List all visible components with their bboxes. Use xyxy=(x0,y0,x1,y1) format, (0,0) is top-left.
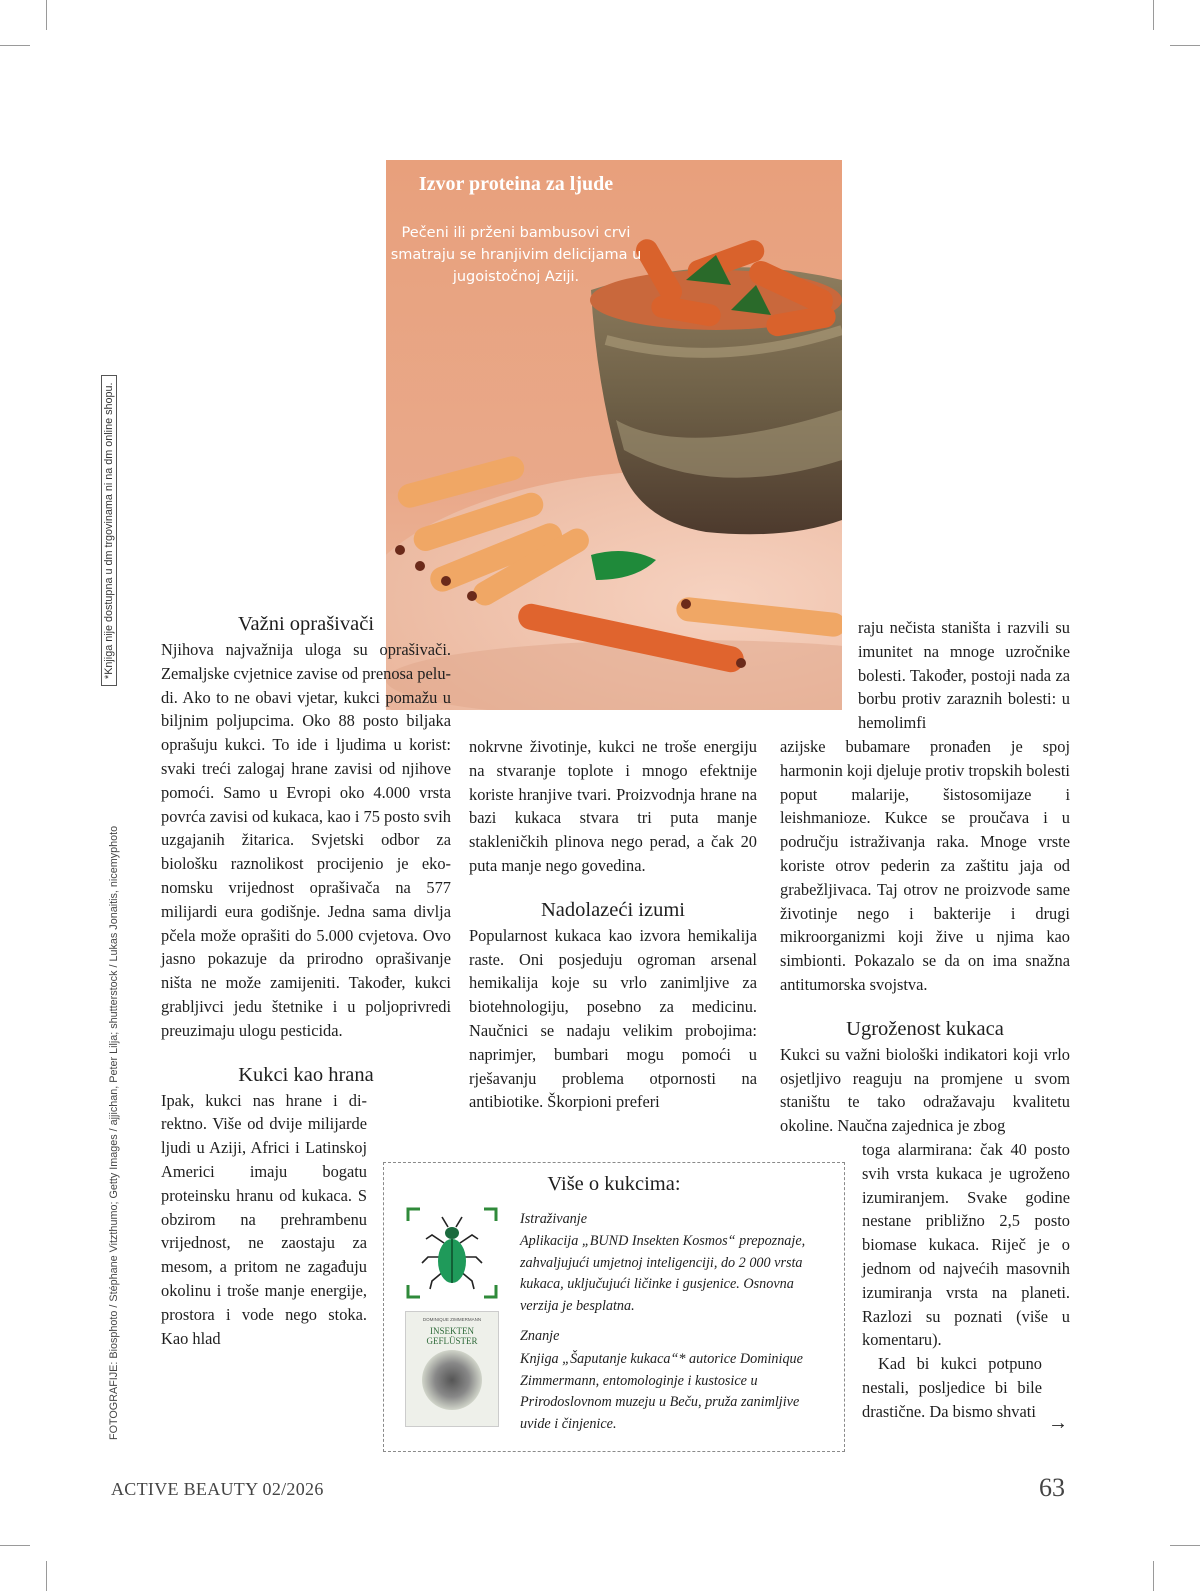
item-text: Knjiga „Šaputanje kukaca“* autorice Dominique Zimmermann, entomologinje i kustosice u Prirodoslovnom muzeju u Beču, pruža zanimljive uvide i činjenice. xyxy=(520,1351,803,1432)
crop-mark xyxy=(46,0,47,30)
body-paragraph: Kad bi kukci potpuno nestali, posljedice bi bile drastične. Da bismo shvati xyxy=(862,1354,1042,1421)
photo-caption-text: Pečeni ili prženi bambusovi crvi smatraju se hranjivim delicijama u jugoistočnoj Aziji. xyxy=(390,225,642,285)
body-paragraph: azijske bubamare pronađen je spoj harmonin koji djeluje protiv tropskih bolesti poput malarije, šistosomijaze i leishmanioze. Kukce se proučava i u području istraživanja raka. Mnoge vrste koriste otrov pederin za zaštitu jaja od grabežljivaca. Taj otrov ne proizvode same životinje nego i bakterije i drugi mikroorganizmi koji žive u njima kao simbionti. Pokazalo se da on ima snažna antitumorska svojstva. xyxy=(780,736,1070,994)
crop-mark xyxy=(46,1561,47,1591)
section-heading: Važni oprašivači xyxy=(237,613,375,635)
continue-arrow: → xyxy=(1048,1412,1068,1434)
body-paragraph: Kukci su važni biološki indikatori koji vrlo osjetljivo reaguju na promjene u svom staništu te tako odražavaju kvalitetu okoline. Naučna zajednica je zbog xyxy=(780,1044,1070,1136)
body-paragraph: raju nečista staništa i razvili su imunitet na mnoge uzročnike bolesti. Također, postoji nada za borbu protiv zaraznih bolesti: u hemolimfi xyxy=(858,618,1070,733)
book-availability-note: *Knjiga nije dostupna u dm trgovinama ni na dm online shopu. xyxy=(101,375,117,686)
item-heading: Istraživanje xyxy=(520,1211,587,1227)
crop-mark xyxy=(0,45,30,46)
photo-caption-title: Izvor proteina za ljude xyxy=(418,173,614,195)
book-cover xyxy=(405,1311,499,1427)
box-title: Više o kukcima: xyxy=(547,1173,681,1195)
crop-mark xyxy=(1170,1545,1200,1546)
item-text: Aplikacija „BUND Insekten Kosmos“ prepoznaje, zahvaljujući umjetnoj inteligenciji, do 2 000 vrsta kukaca, uključujući ličinke i gusjenice. Osnovna verzija je besplatna. xyxy=(520,1233,806,1314)
body-paragraph: Ipak, kukci nas hrane i direktno. Više od dvije milijarde ljudi u Aziji, Africi i Latinskoj Americi imaju bogatu proteinsku hranu od kukaca. S obzirom na prehrambenu vrijednost, ne zaostaju za mesom, a pritom ne zagađuju okolinu i troše manje energije, prostora i vode nego stoka. Kao hlad xyxy=(161,1090,367,1348)
more-about-insects-box xyxy=(383,1162,845,1452)
body-paragraph: toga alarmirana: čak 40 posto svih vrsta kukaca je ugroženo izumiranjem. Svake godine nestane približno 2,5 posto biomase kukaca. Riječ je o jednom od najvećih masovnih izumiranja vrsta na planeti. Razlozi su poznati (više u komentaru). xyxy=(862,1139,1070,1350)
page-number: 63 xyxy=(1039,1473,1065,1502)
column-2 xyxy=(469,735,757,1114)
body-paragraph: nokrvne životinje, kukci ne troše energiju na stvaranje toplote i mnogo efektnije koriste hranjive tvari. Proizvodnja hrane na bazi kukaca stvara tri puta manje stakleničkih plinova nego perad, a čak 20 puta manje nego govedina. xyxy=(469,737,757,875)
item-heading: Znanje xyxy=(520,1328,560,1344)
section-heading: Nadolazeći izumi xyxy=(540,898,685,921)
book-cover-author: DOMINIQUE ZIMMERMANN xyxy=(422,1317,482,1322)
crop-mark xyxy=(1170,45,1200,46)
crop-mark xyxy=(1153,0,1154,30)
body-paragraph: Njihova najvažnija uloga su oprašivači. Zemaljske cvjetnice zavise od prenosa peludi. Ako to ne obavi vjetar, kukci pomažu u biljnim poljupcima. Oko 88 posto biljaka oprašuju kukci. To ide i ljudima u korist: svaki treći zalogaj hrane zavisi od njihove pomoći. Samo u Evropi oko 4.000 vrsta povrća zavisi od kukaca, kao i 75 posto svih uzgajanih žitarica. Svjetski odbor za biološku raznolikost procijenio je ekonomsku vrijednost oprašivača na 577 milijardi eura godišnje. Jedna sama divlja pčela može oprašiti do 5.000 cvjetova. Ovo jasno pokazuje da prirodno oprašivanje ništa ne može zamijeniti. Također, kukci grabljivci jedu štetnike i u poljoprivredi preuzimaju ulogu pesticida. xyxy=(161,640,451,1040)
section-heading: Ugroženost kukaca xyxy=(846,1017,1004,1040)
body-paragraph: Popularnost kukaca kao izvora hemikalija raste. Oni posjeduju ogroman arsenal hemikalija koje su vrlo zanimljive za biotehnologiju, posebno za medicinu. Naučnici se nadaju velikim probojima: naprimjer, bumbari mogu pomoći u rješavanju problema otpornosti na antibiotike. Škorpioni preferi xyxy=(469,925,757,1112)
book-cover-art xyxy=(422,1350,482,1410)
photo-credits: FOTOGRAFIJE: Biosphoto / Stéphane Vitzthumo; Getty Images / ajjichan, Peter Lilja; shutterstock / Lukas Jonaitis, nicemyphoto xyxy=(108,825,120,1440)
crop-mark xyxy=(0,1545,30,1546)
beetle-app-icon xyxy=(404,1205,500,1301)
book-cover-title: INSEKTEN GEFLÜSTER xyxy=(426,1326,478,1346)
section-heading: Kukci kao hrana xyxy=(238,1063,374,1086)
crop-mark xyxy=(1153,1561,1154,1591)
magazine-issue: ACTIVE BEAUTY 02/2026 xyxy=(111,1479,324,1499)
